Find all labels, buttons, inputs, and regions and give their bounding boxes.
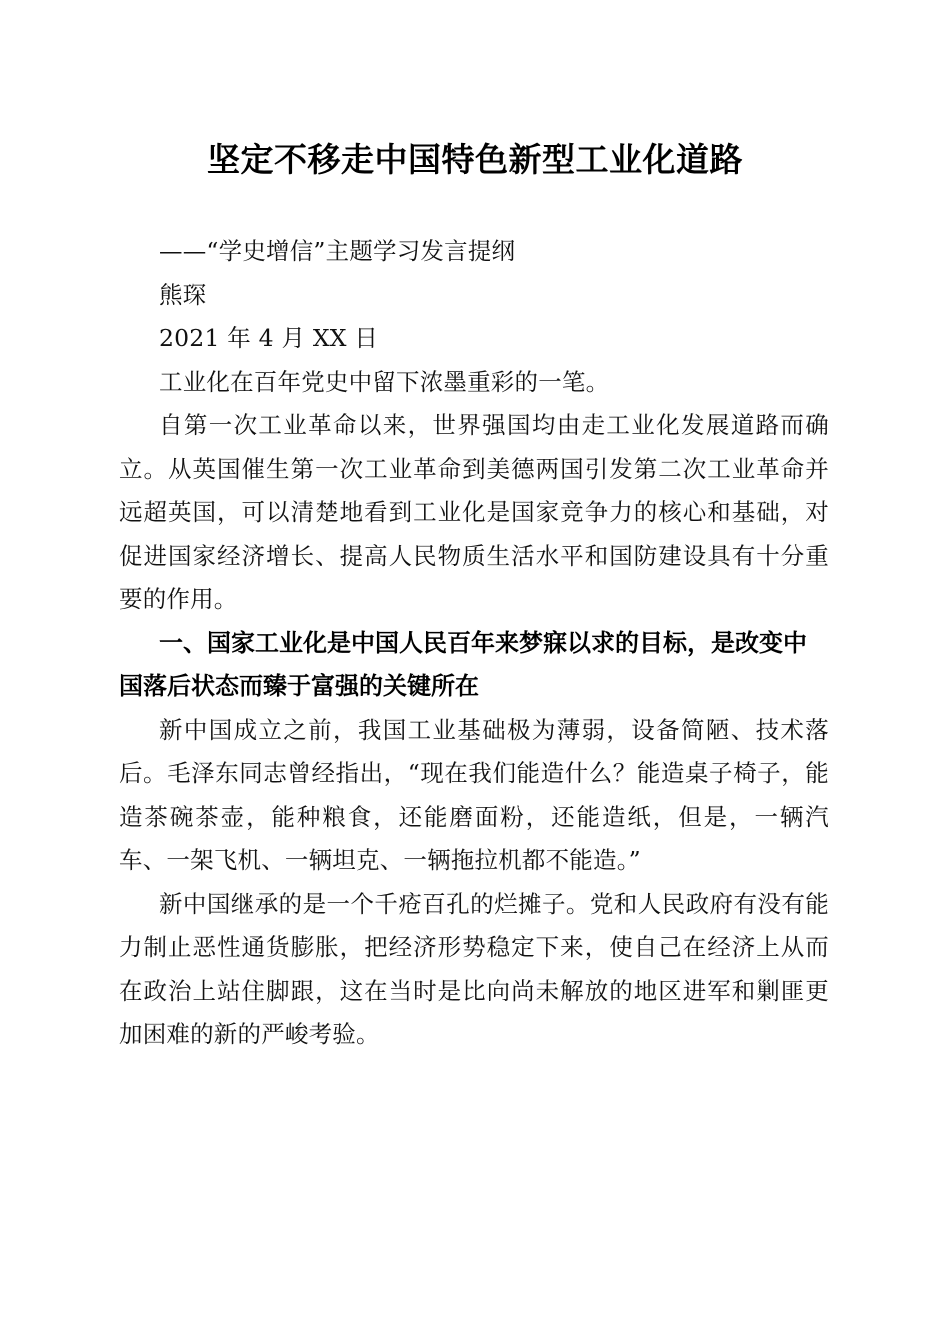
paragraph: 自第一次工业革命以来，世界强国均由走工业化发展道路而确立。从英国催生第一次工业革命到美德两国引发第二次工业革命并远超英国，可以清楚地看到工业化是国家竞争力的核心和基础，对促进国家经济增长、提高人民物质生活水平和国防建设具有十分重要的作用。 bbox=[119, 411, 829, 613]
subtitle: ——“学史增信”主题学习发言提纲 bbox=[159, 237, 516, 265]
document-title: 坚定不移走中国特色新型工业化道路 bbox=[207, 140, 743, 179]
author: 熊琛 bbox=[159, 280, 207, 309]
section-heading: 一、国家工业化是中国人民百年来梦寐以求的目标，是改变中国落后状态而臻于富强的关键所在 bbox=[119, 628, 807, 700]
document-body bbox=[119, 230, 829, 1057]
paragraph: 新中国成立之前，我国工业基础极为薄弱，设备简陋、技术落后。毛泽东同志曾经指出，“现在我们能造什么？能造桌子椅子，能造茶碗茶壶，能种粮食，还能磨面粉，还能造纸，但是，一辆汽车、一架飞机、一辆坦克、一辆拖拉机都不能造。” bbox=[119, 715, 829, 874]
paragraph: 工业化在百年党史中留下浓墨重彩的一笔。 bbox=[159, 367, 610, 396]
paragraph: 新中国继承的是一个千疮百孔的烂摊子。党和人民政府有没有能力制止恶性通货膨胀，把经济形势稳定下来，使自己在经济上从而在政治上站住脚跟，这在当时是比向尚未解放的地区进军和剿匪更加困难的新的严峻考验。 bbox=[119, 889, 829, 1048]
date: 2021 年 4 月 XX 日 bbox=[159, 324, 379, 352]
